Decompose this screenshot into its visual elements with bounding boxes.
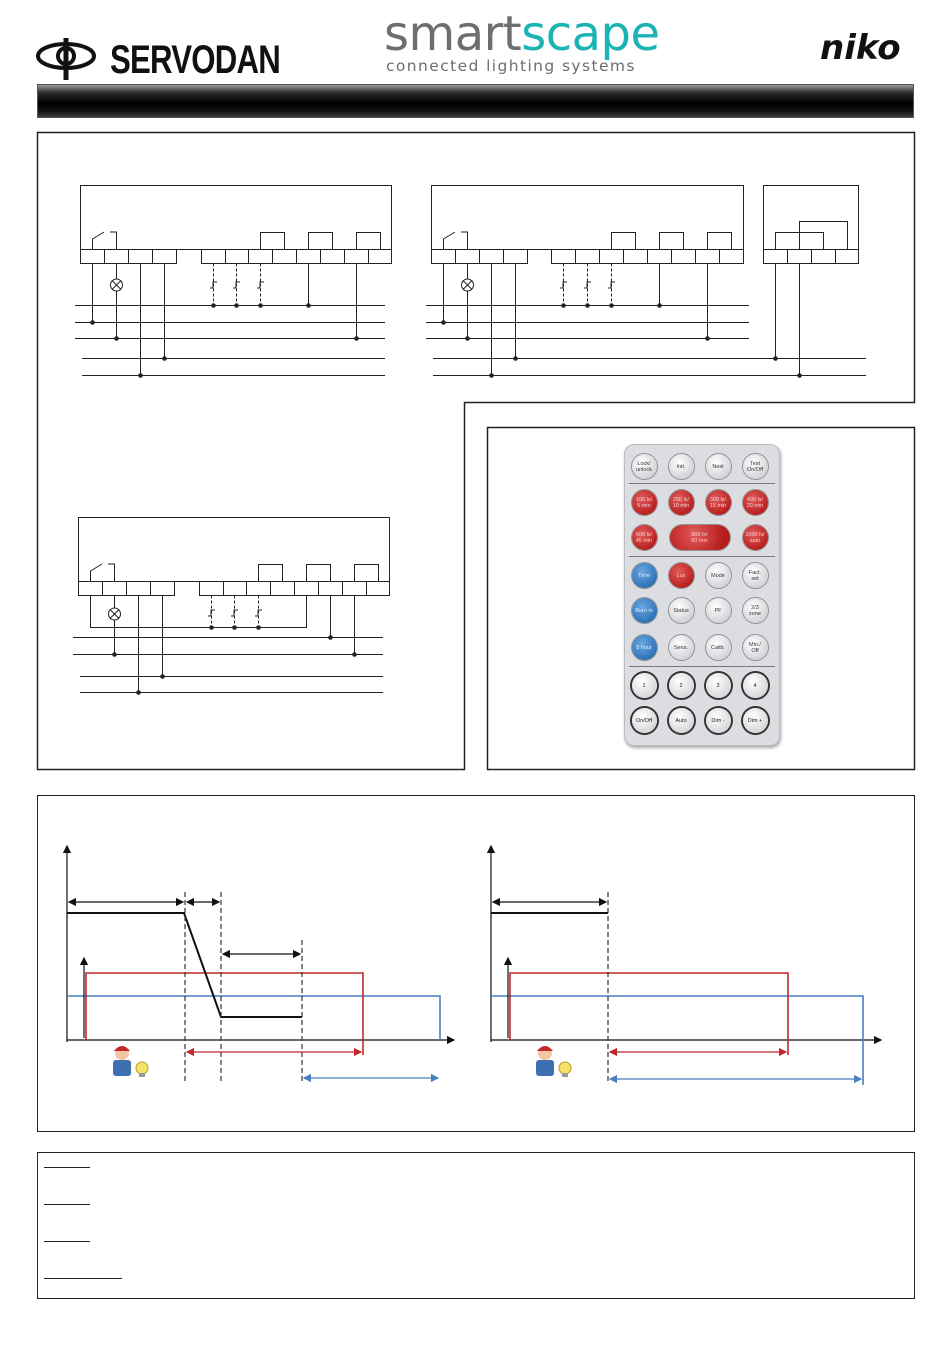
remote-button-label: On/Off: [635, 717, 653, 724]
legend-rule-2: [44, 1204, 90, 1205]
smartscape-tagline: connected lighting systems: [386, 57, 636, 75]
remote-button-2-3-zone[interactable]: [743, 598, 768, 623]
remote-button-label: 4: [753, 682, 757, 689]
remote-button-status[interactable]: [669, 598, 694, 623]
remote-button-test-on-off[interactable]: [743, 454, 768, 479]
timing-diagram-2: [463, 830, 893, 1100]
remote-button-label: 200 lx/ 10 min: [672, 496, 690, 509]
worker-with-bulb-icon: [113, 1046, 148, 1077]
remote-separator: [629, 483, 775, 484]
worker-with-bulb-icon: [536, 1046, 571, 1077]
remote-button-800-lx-60-min[interactable]: [670, 525, 730, 550]
remote-button-calib[interactable]: [706, 635, 731, 660]
remote-separator: [629, 556, 775, 557]
remote-button-label: Sens.: [673, 644, 689, 651]
wiring-diagram-3: [58, 512, 398, 702]
remote-control: [624, 444, 780, 746]
remote-button-600-lx-45-min[interactable]: [632, 525, 657, 550]
remote-button-fact-set[interactable]: [743, 563, 768, 588]
remote-button-label: 2/3 zone: [749, 604, 761, 617]
remote-button-label: 2: [679, 682, 683, 689]
remote-button-label: 800 lx/ 60 min: [691, 531, 708, 544]
remote-button-label: 1: [642, 682, 646, 689]
niko-logo: niko: [820, 28, 901, 68]
remote-button-label: Next: [712, 463, 724, 470]
remote-button-label: Lock/ unlock: [636, 460, 652, 473]
remote-button-8-hour[interactable]: [632, 635, 657, 660]
remote-button-label: 300 lx/ 15 min: [709, 496, 727, 509]
remote-button-label: 600 lx/ 45 min: [635, 531, 653, 544]
remote-button-label: Burn in: [635, 607, 653, 614]
remote-button-label: Dim -: [711, 717, 725, 724]
remote-button-label: Status: [673, 607, 689, 614]
legend-rule-4: [44, 1278, 122, 1279]
remote-button-pf[interactable]: [706, 598, 731, 623]
servodan-logo: SERVODAN: [110, 38, 281, 82]
remote-button-300-lx-15-min[interactable]: [706, 490, 731, 515]
remote-button-200-lx-10-min[interactable]: [669, 490, 694, 515]
remote-button-label: Mode: [711, 572, 725, 579]
wiring-diagram-2: [411, 180, 871, 390]
remote-button-init[interactable]: [669, 454, 694, 479]
remote-separator: [629, 666, 775, 667]
remote-button-label: Min./ Off: [749, 641, 761, 654]
remote-button-4[interactable]: [743, 673, 768, 698]
remote-button-time[interactable]: [632, 563, 657, 588]
remote-button-dim[interactable]: [706, 708, 731, 733]
remote-button-label: 100 lx/ 5 min: [635, 496, 653, 509]
remote-button-label: Test On/Off: [746, 460, 764, 473]
remote-button-on-off[interactable]: [632, 708, 657, 733]
timing-diagram-1: [40, 830, 470, 1100]
remote-button-lux[interactable]: [669, 563, 694, 588]
remote-button-dim[interactable]: [743, 708, 768, 733]
remote-button-2[interactable]: [669, 673, 694, 698]
remote-button-3[interactable]: [706, 673, 731, 698]
wiring-diagram-1: [60, 180, 400, 390]
remote-button-label: 8 hour: [636, 644, 652, 651]
remote-button-label: Lux: [676, 572, 686, 579]
remote-button-400-lx-20-min[interactable]: [743, 490, 768, 515]
remote-button-label: 1000 lx/ auto: [745, 531, 765, 544]
remote-button-100-lx-5-min[interactable]: [632, 490, 657, 515]
remote-button-1[interactable]: [632, 673, 657, 698]
remote-button-1000-lx-auto[interactable]: [743, 525, 768, 550]
remote-button-auto[interactable]: [669, 708, 694, 733]
legend-panel: [37, 1152, 915, 1299]
remote-button-label: PF: [714, 607, 722, 614]
remote-button-label: Init.: [676, 463, 686, 470]
remote-button-label: 3: [716, 682, 720, 689]
legend-rule-3: [44, 1241, 90, 1242]
remote-button-mode[interactable]: [706, 563, 731, 588]
remote-button-sens[interactable]: [669, 635, 694, 660]
remote-button-burn-in[interactable]: [632, 598, 657, 623]
remote-button-label: Dim +: [747, 717, 763, 724]
remote-button-next[interactable]: [706, 454, 731, 479]
remote-button-label: Fact. set: [748, 569, 762, 582]
remote-button-label: Time: [637, 572, 651, 579]
remote-button-label: 400 lx/ 20 min: [746, 496, 764, 509]
remote-button-min-off[interactable]: [743, 635, 768, 660]
legend-rule-1: [44, 1167, 90, 1168]
smartscape-logo: smartscape: [384, 6, 660, 62]
remote-button-label: Calib.: [710, 644, 726, 651]
remote-button-lock-unlock[interactable]: [632, 454, 657, 479]
remote-button-label: Auto: [675, 717, 687, 724]
